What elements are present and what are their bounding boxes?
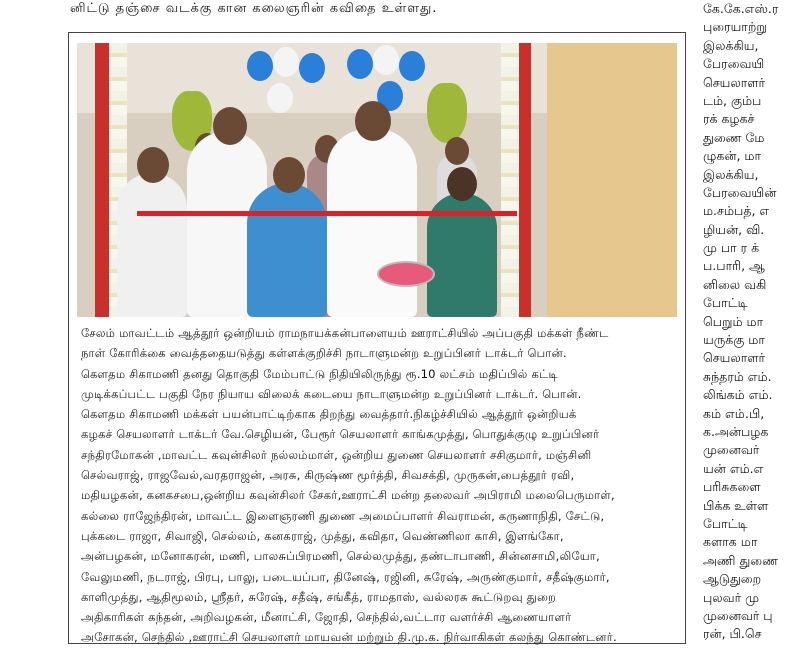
column-line: ழுகன், மா bbox=[703, 148, 762, 164]
column-line: மு பா ர க் bbox=[703, 240, 760, 256]
column-line: ழியன், வி. bbox=[703, 221, 765, 237]
column-line: புரையாற்று bbox=[703, 19, 767, 35]
column-line: பேரவையி bbox=[703, 56, 765, 72]
caption-line: முடிக்கப்பட்ட பகுதி நேர நியாய விலைக் கடையை நாடாளுமன்ற உறுப்பினர் டாக்டர். பொன். bbox=[81, 386, 582, 401]
column-line: லிங்கம் எம். bbox=[703, 387, 773, 403]
caption-line: கல்லை ராஜேந்திரன், மாவட்ட இளைஞரணி துணை அமைப்பாளர் சிவராமன், கருணாநிதி, சேட்டு, bbox=[81, 508, 605, 523]
caption-line: கழகச் செயலாளர் டாக்டர் வே.செழியன், பேரூர் செயலாளர் காங்கமுத்து, பொதுக்குழு உறுப்பினர் bbox=[81, 427, 600, 442]
column-line: போட்டி bbox=[703, 515, 748, 531]
column-line: பேரவையின் bbox=[703, 184, 777, 200]
caption-line: சேலம் மாவட்டம் ஆத்தூர் ஒன்றியம் ராமநாயக்கன்பாளையம் ஊராட்சியில் அப்பகுதி மக்கள் நீண்ட bbox=[81, 326, 609, 340]
column-line: இலக்கிய, bbox=[703, 166, 759, 182]
column-line: போட்டி bbox=[703, 295, 748, 311]
column-line: செயலாளர் bbox=[703, 74, 766, 90]
caption-line: அதிகாரிகள் கந்தன், அறிவழகன், மீனாட்சி, ஜோதி, செந்தில்,வட்டார வளர்ச்சி ஆணையாளர் bbox=[81, 610, 572, 625]
column-line: யன் எம்.எ bbox=[703, 460, 764, 476]
column-line: பிக்க உள்ள bbox=[703, 497, 769, 513]
column-line: கம் எம்.பி, bbox=[703, 405, 765, 421]
photo-caption bbox=[81, 323, 677, 648]
caption-line: காளிமுத்து, ஆதிமூலம், ஸ்ரீதர், சுரேஷ், சதீஷ், சங்கீத், ராமதாஸ், வல்லரசு கூட்டுறவு துறை bbox=[81, 589, 557, 604]
preceding-article-text: னிட்டு தஞ்சை வடக்கு கான கலைஞரின் கவிதை உள்ளது. bbox=[70, 1, 438, 16]
caption-line: நாள் கோரிக்கை வைத்ததையடுத்து கள்ளக்குறிச்சி நாடாளுமன்ற உறுப்பினர் டாக்டர் பொன். bbox=[81, 346, 567, 361]
column-line: பரிசுகளை bbox=[703, 479, 761, 495]
column-line: யருக்கு மா bbox=[703, 332, 765, 348]
event-photo bbox=[77, 43, 677, 317]
column-line: துணை மே bbox=[703, 129, 765, 145]
column-line: னிலை வகி bbox=[703, 276, 767, 292]
caption-line: கௌதம சிகாமணி தனது தொகுதி மேம்பாட்டு நிதியிலிருந்து ரூ.10 லட்சம் மதிப்பில் கட்டி bbox=[81, 366, 558, 381]
column-line: முனைவர் bbox=[703, 442, 760, 458]
caption-line: புக்கடை ராஜா, சிவாஜி, செல்லம், கனகராஜ், முத்து, கவிதா, வெண்ணிலா காசி, இளங்கோ, bbox=[81, 528, 564, 543]
column-line: முனைவர் பு bbox=[703, 607, 773, 623]
adjacent-article-column bbox=[703, 0, 800, 655]
column-line: ரக் கழகச் bbox=[703, 111, 755, 127]
column-line: இலக்கிய, bbox=[703, 37, 759, 53]
caption-line: அசோகன், செந்தில் ,ஊராட்சி செயலாளர் மாயவன் மற்றும் தி.மு.க. நிர்வாகிகள் கலந்து கொண்டனர். bbox=[81, 630, 617, 645]
column-line: ஆடுதுறை bbox=[703, 571, 762, 587]
caption-line: அன்பழகன், மனோகரன், மணி, பாலசுப்பிரமணி, செல்லமுத்து, தண்டாபாணி, சின்னசாமி,லியோ, bbox=[81, 549, 600, 564]
caption-line: வேலுமணி, நடராஜ், பிரபு, பாலு, படையப்பா, தினேஷ், ரஜினி, சுரேஷ், அருண்குமார், சதீஷ்குமார், bbox=[81, 569, 610, 584]
column-line: புலவர் மு bbox=[703, 589, 760, 605]
caption-line: கௌதம சிகாமணி மக்கள் பயன்பாட்டிற்காக திறந்து வைத்தார்.நிகழ்ச்சியில் ஆத்தூர் ஒன்றியக் bbox=[81, 407, 577, 422]
column-line: கே.கே.எஸ்.ர bbox=[703, 1, 779, 16]
caption-line: மதியழகன், கனகசபை,ஒன்றிய கவுன்சிலர் சேகர்,ஊராட்சி மன்ற தலைவர் அபிராமி மலைபெருமாள், bbox=[81, 488, 615, 503]
column-line: செயலாளர் bbox=[703, 350, 766, 366]
column-line: சுந்தரம் எம். bbox=[703, 368, 772, 384]
column-line: ரன், பி.செ bbox=[703, 626, 762, 642]
column-line: டம், கும்ப bbox=[703, 92, 762, 108]
column-line: அணி துணை bbox=[703, 552, 779, 568]
column-line: க.அன்பழக bbox=[703, 423, 769, 439]
column-line: பெறும் மா bbox=[703, 313, 764, 329]
column-line: களாக மா bbox=[703, 534, 758, 550]
column-line: ப.பாரி, ஆ bbox=[703, 258, 765, 274]
column-line: ம.சம்பத், எ bbox=[703, 203, 770, 219]
news-article bbox=[68, 32, 686, 644]
caption-line: சந்திரமோகன் ,மாவட்ட கவுன்சிலர் நல்லம்மாள், ஒன்றிய துணை செயலாளர் சசிகுமார், மஞ்சினி bbox=[81, 447, 592, 462]
caption-line: செல்வராஜ், ராஜவேல்,வரதராஜன், அரசு, கிருஷ்ண மூர்த்தி, சிவசக்தி, முருகன்,பைத்தூர் ரவி, bbox=[81, 468, 575, 483]
